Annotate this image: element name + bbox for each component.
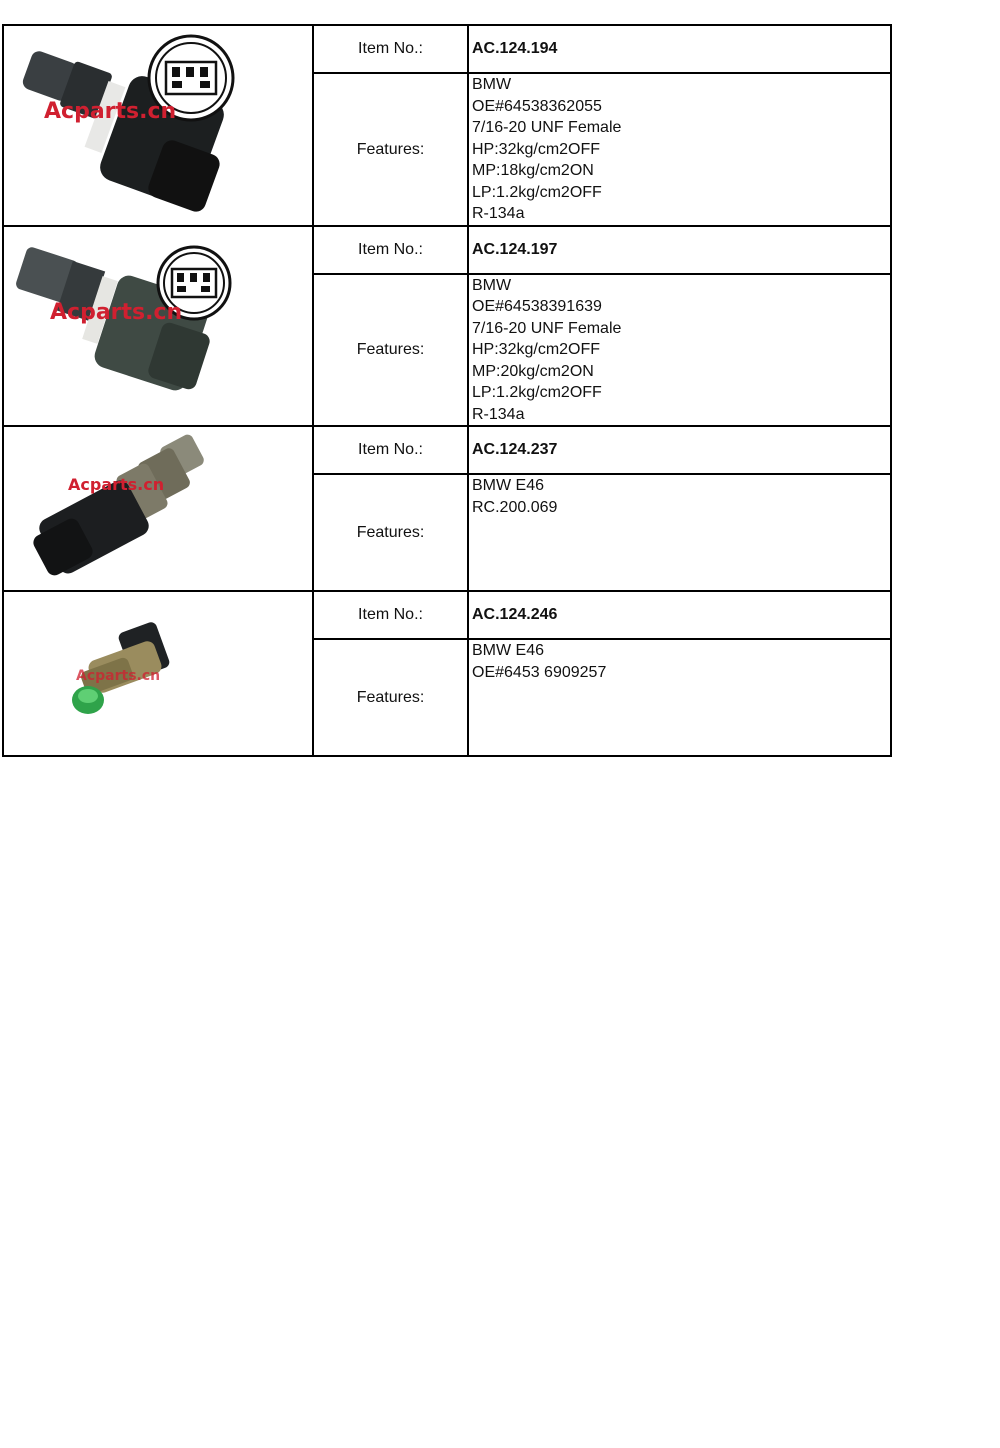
- feature-line: BMW E46: [472, 477, 545, 495]
- item-no-label: Item No.:: [313, 591, 468, 639]
- feature-line: 7/16-20 UNF Female: [472, 319, 622, 337]
- feature-line: HP:32kg/cm2OFF: [472, 140, 601, 158]
- product-image-cell: [3, 591, 313, 756]
- pressure-switch-image: [4, 227, 312, 425]
- item-no-value: AC.124.237: [468, 426, 891, 474]
- product-row-3: [3, 426, 891, 474]
- feature-line: R-134a: [472, 205, 525, 222]
- features-value: [468, 639, 891, 756]
- features-label: Features:: [313, 639, 468, 756]
- watermark: Acparts.cn: [44, 99, 177, 125]
- feature-line: OE#64538391639: [472, 298, 602, 315]
- product-table: [2, 24, 892, 757]
- feature-line: OE#6453 6909257: [472, 663, 607, 681]
- item-no-label: Item No.:: [313, 426, 468, 474]
- features-label: Features:: [313, 474, 468, 591]
- product-row-2: [3, 226, 891, 274]
- product-row-4: [3, 591, 891, 639]
- feature-line: RC.200.069: [472, 498, 558, 516]
- feature-line: LP:1.2kg/cm2OFF: [472, 183, 602, 201]
- pressure-switch-image: [4, 427, 312, 590]
- feature-line: LP:1.2kg/cm2OFF: [472, 384, 602, 401]
- product-row-1: [3, 25, 891, 73]
- features-value: [468, 474, 891, 591]
- item-no-value: AC.124.197: [468, 226, 891, 274]
- feature-line: MP:20kg/cm2ON: [472, 362, 594, 380]
- item-no-label: Item No.:: [313, 226, 468, 274]
- features-label: Features:: [313, 73, 468, 226]
- features-value: [468, 73, 891, 226]
- feature-line: MP:18kg/cm2ON: [472, 162, 594, 179]
- feature-line: 7/16-20 UNF Female: [472, 119, 622, 136]
- item-no-label: Item No.:: [313, 25, 468, 73]
- watermark: Acparts.cn: [68, 475, 165, 494]
- product-image-cell: [3, 226, 313, 427]
- item-no-value: AC.124.246: [468, 591, 891, 639]
- pressure-switch-image: [4, 592, 312, 755]
- item-no-value: AC.124.194: [468, 25, 891, 73]
- feature-line: BMW: [472, 76, 512, 93]
- feature-line: BMW: [472, 276, 512, 294]
- feature-line: OE#64538362055: [472, 97, 602, 115]
- feature-line: HP:32kg/cm2OFF: [472, 341, 601, 358]
- product-image-cell: [3, 426, 313, 591]
- product-image-cell: [3, 25, 313, 226]
- watermark: Acparts.cn: [76, 668, 161, 684]
- features-value: [468, 274, 891, 427]
- pressure-switch-image: [4, 26, 312, 224]
- features-label: Features:: [313, 274, 468, 427]
- watermark: Acparts.cn: [50, 299, 183, 325]
- feature-line: BMW E46: [472, 642, 545, 660]
- feature-line: R-134a: [472, 405, 525, 423]
